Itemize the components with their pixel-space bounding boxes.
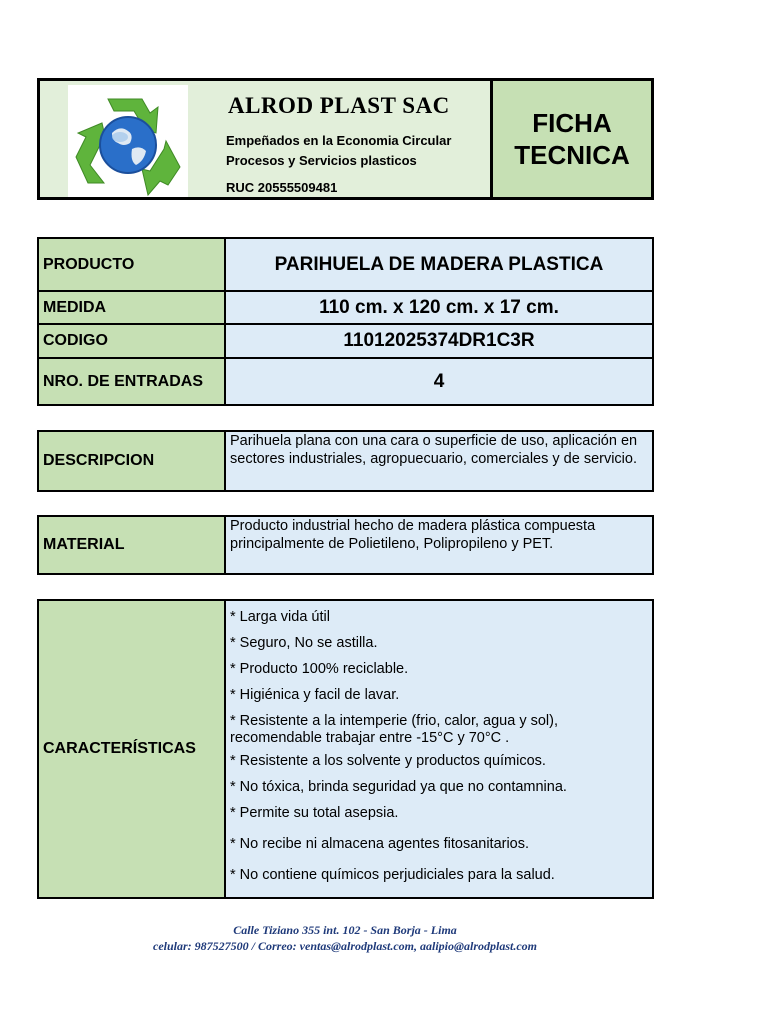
entries-label: NRO. DE ENTRADAS — [38, 358, 225, 405]
company-tagline-2: Procesos y Servicios plasticos — [226, 153, 417, 168]
entries-value: 4 — [225, 358, 653, 405]
description-table — [37, 430, 654, 492]
entries-row — [38, 358, 653, 405]
material-row — [38, 516, 653, 574]
material-text: Producto industrial hecho de madera plástica compuesta principalmente de Polietileno, Polipropileno y PET. — [225, 516, 653, 574]
product-value: PARIHUELA DE MADERA PLASTICA — [225, 238, 653, 291]
characteristics-list — [230, 609, 648, 884]
size-value: 110 cm. x 120 cm. x 17 cm. — [225, 291, 653, 324]
product-row — [38, 238, 653, 291]
document-title-line-1: FICHA — [532, 108, 612, 138]
material-table — [37, 515, 654, 575]
characteristics-row — [38, 600, 653, 898]
characteristic-item: * Seguro, No se astilla. — [230, 635, 378, 651]
document-title — [493, 81, 651, 197]
characteristic-item: * Larga vida útil — [230, 609, 330, 625]
header-box — [37, 78, 654, 200]
description-text: Parihuela plana con una cara o superficie de uso, aplicación en sectores industriales, agropuecuario, comerciales y de servicio. — [225, 431, 653, 491]
description-label: DESCRIPCION — [38, 431, 225, 491]
characteristic-item: * Resistente a la intemperie (frio, calor, agua y sol), — [230, 713, 559, 729]
company-logo — [68, 85, 188, 197]
characteristic-item: * No contiene químicos perjudiciales para la salud. — [230, 867, 555, 883]
characteristic-item-continued: recomendable trabajar entre -15°C y 70°C . — [230, 730, 510, 746]
product-table — [37, 237, 654, 406]
characteristics-table — [37, 599, 654, 899]
characteristic-item: * Producto 100% reciclable. — [230, 661, 409, 677]
characteristics-cell — [225, 600, 653, 898]
footer-address: Calle Tiziano 355 int. 102 - San Borja - Lima — [233, 923, 457, 937]
recycle-globe-icon — [68, 85, 188, 197]
code-value: 11012025374DR1C3R — [225, 324, 653, 358]
code-row — [38, 324, 653, 358]
characteristic-item: * No tóxica, brinda seguridad ya que no contamnina. — [230, 779, 567, 795]
footer — [0, 922, 690, 954]
company-tagline-1: Empeñados en la Economia Circular — [226, 133, 452, 148]
material-label: MATERIAL — [38, 516, 225, 574]
code-label: CODIGO — [38, 324, 225, 358]
company-name: ALROD PLAST SAC — [228, 93, 450, 118]
document-title-line-2: TECNICA — [514, 140, 630, 170]
company-ruc: RUC 20555509481 — [226, 180, 338, 195]
characteristics-label: CARACTERÍSTICAS — [38, 600, 225, 898]
characteristic-item: * Higiénica y facil de lavar. — [230, 687, 400, 703]
characteristic-item: * Resistente a los solvente y productos químicos. — [230, 753, 546, 769]
characteristic-item: * Permite su total asepsia. — [230, 805, 399, 821]
size-label: MEDIDA — [38, 291, 225, 324]
size-row — [38, 291, 653, 324]
description-row — [38, 431, 653, 491]
footer-contact: celular: 987527500 / Correo: ventas@alrodplast.com, aalipio@alrodplast.com — [153, 939, 537, 953]
product-label: PRODUCTO — [38, 238, 225, 291]
characteristic-item: * No recibe ni almacena agentes fitosanitarios. — [230, 836, 530, 852]
